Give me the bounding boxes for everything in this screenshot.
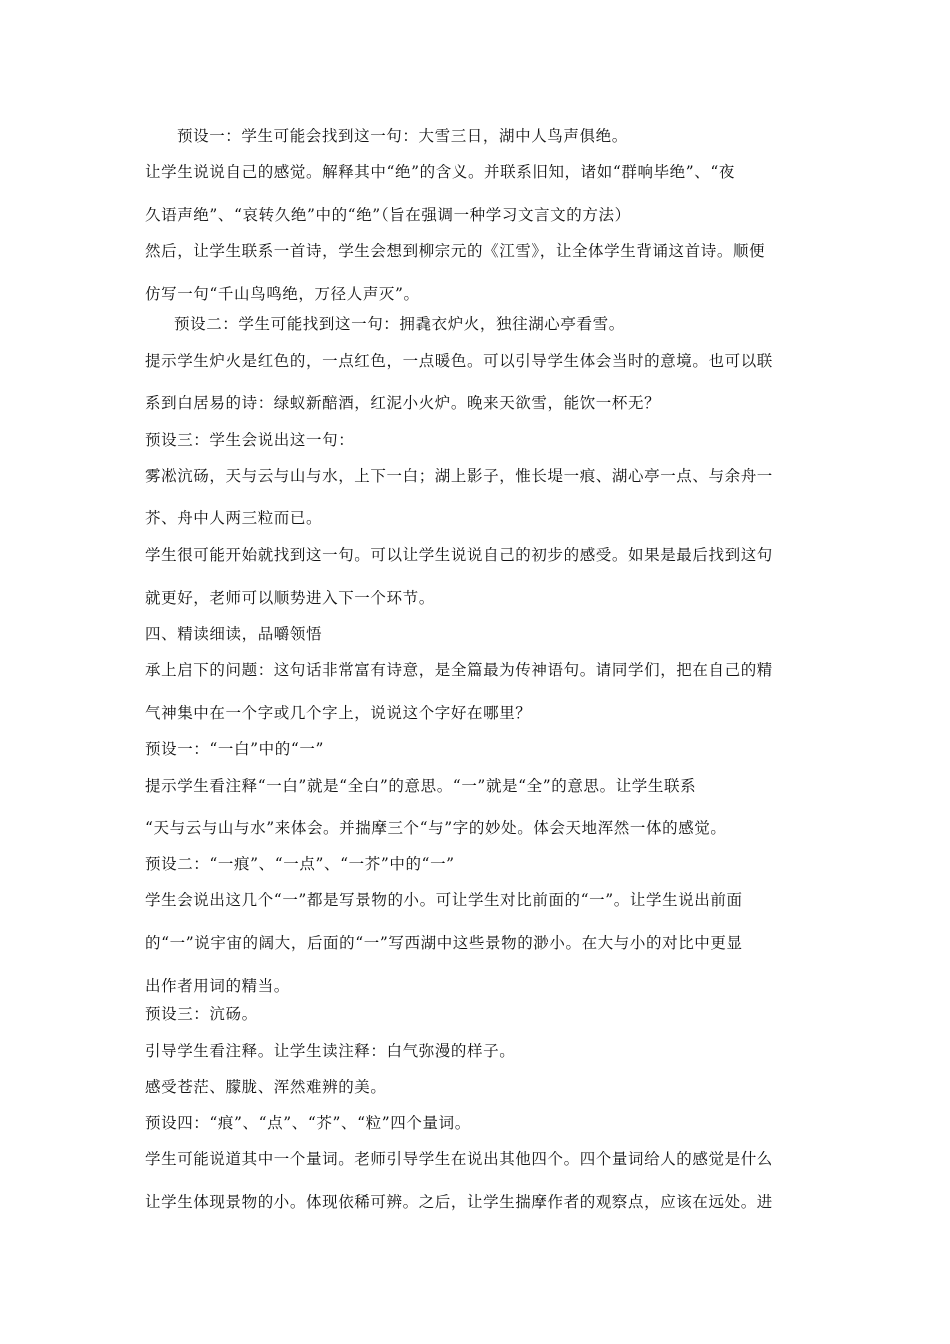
text-line: 芥、舟中人两三粒而已。 bbox=[145, 509, 323, 527]
text-line: 预设四：“痕”、“点”、“芥”、“粒”四个量词。 bbox=[145, 1114, 471, 1132]
text-line: “天与云与山与水”来体会。并揣摩三个“与”字的妙处。体会天地浑然一体的感觉。 bbox=[145, 819, 727, 837]
text-line: 预设三：学生会说出这一句： bbox=[145, 431, 355, 449]
text-line: 预设一：“一白”中的“一” bbox=[145, 740, 324, 758]
text-line: 出作者用词的精当。 bbox=[145, 977, 290, 995]
text-line: 学生会说出这几个“一”都是写景物的小。可让学生对比前面的“一”。让学生说出前面 bbox=[145, 891, 743, 909]
section-heading: 四、精读细读，品嚼领悟 bbox=[145, 625, 323, 643]
text-line: 预设三：沆砀。 bbox=[145, 1005, 258, 1023]
text-line: 雾凇沆砀，天与云与山与水，上下一白；湖上影子，惟长堤一痕、湖心亭一点、与余舟一 bbox=[145, 467, 773, 485]
text-line: 感受苍茫、朦胧、浑然难辨的美。 bbox=[145, 1078, 387, 1096]
text-line: 的“一”说宇宙的阔大，后面的“一”写西湖中这些景物的渺小。在大与小的对比中更显 bbox=[145, 934, 743, 952]
text-line: 就更好，老师可以顺势进入下一个环节。 bbox=[145, 589, 435, 607]
text-line: 提示学生炉火是红色的，一点红色，一点暖色。可以引导学生体会当时的意境。也可以联 bbox=[145, 352, 773, 370]
text-line: 引导学生看注释。让学生读注释：白气弥漫的样子。 bbox=[145, 1042, 516, 1060]
text-line: 学生很可能开始就找到这一句。可以让学生说说自己的初步的感受。如果是最后找到这句 bbox=[145, 546, 773, 564]
text-line: 提示学生看注释“一白”就是“全白”的意思。“一”就是“全”的意思。让学生联系 bbox=[145, 777, 697, 795]
text-line: 仿写一句“千山鸟鸣绝，万径人声灭”。 bbox=[145, 285, 420, 303]
text-line: 让学生说说自己的感觉。解释其中“绝”的含义。并联系旧知，诸如“群响毕绝”、“夜 bbox=[145, 163, 736, 181]
text-line: 预设二：学生可能找到这一句：拥毳衣炉火，独往湖心亭看雪。 bbox=[174, 315, 625, 333]
text-line: 让学生体现景物的小。体现依稀可辨。之后，让学生揣摩作者的观察点，应该在远处。进 bbox=[145, 1193, 773, 1211]
text-line: 气神集中在一个字或几个字上，说说这个字好在哪里？ bbox=[145, 704, 532, 722]
text-line: 久语声绝”、“哀转久绝”中的“绝”（旨在强调一种学习文言文的方法） bbox=[145, 206, 631, 224]
text-line: 预设一：学生可能会找到这一句：大雪三日，湖中人鸟声俱绝。 bbox=[177, 127, 628, 145]
text-line: 然后，让学生联系一首诗，学生会想到柳宗元的《江雪》，让全体学生背诵这首诗。顺便 bbox=[145, 242, 766, 260]
text-line: 预设二：“一痕”、“一点”、“一芥”中的“一” bbox=[145, 855, 455, 873]
text-line: 承上启下的问题：这句话非常富有诗意，是全篇最为传神语句。请同学们，把在自己的精 bbox=[145, 661, 773, 679]
text-line: 系到白居易的诗：绿蚁新醅酒，红泥小火炉。晚来天欲雪，能饮一杯无？ bbox=[145, 394, 661, 412]
text-line: 学生可能说道其中一个量词。老师引导学生在说出其他四个。四个量词给人的感觉是什么 bbox=[145, 1150, 773, 1168]
